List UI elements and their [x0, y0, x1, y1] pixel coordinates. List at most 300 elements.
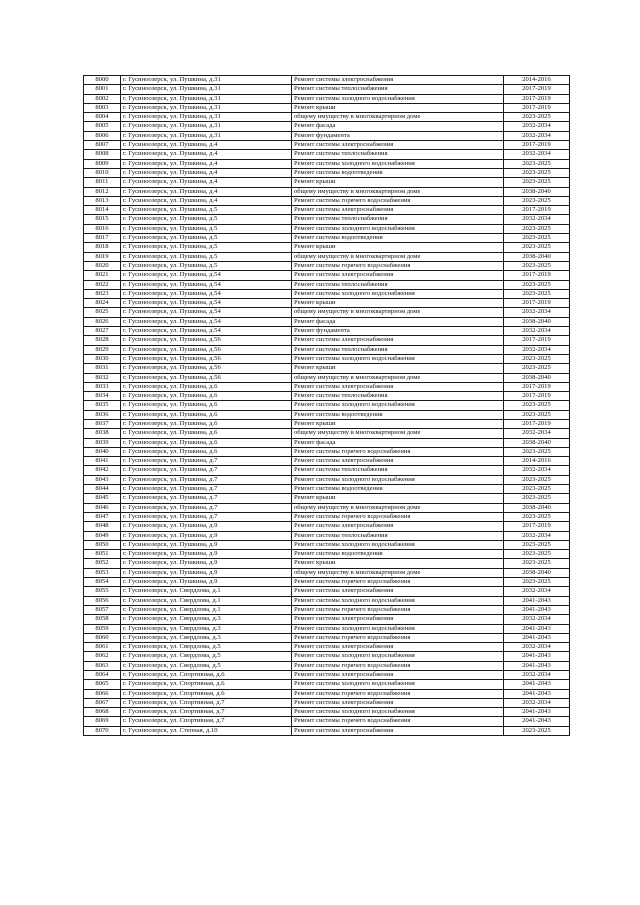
table-row: [84, 234, 570, 243]
address-cell: г. Гусиноозерск, ул. Пушкина, д.54: [121, 280, 292, 289]
address-cell: г. Гусиноозерск, ул. Пушкина, д.5: [121, 234, 292, 243]
address-cell: г. Гусиноозерск, ул. Спортивная, д.6: [121, 689, 292, 698]
address-cell: г. Гусиноозерск, ул. Пушкина, д.9: [121, 568, 292, 577]
work-type-cell: Ремонт системы холодного водоснабжения: [292, 354, 504, 363]
address-cell: г. Гусиноозерск, ул. Пушкина, д.5: [121, 206, 292, 215]
address-cell: г. Гусиноозерск, ул. Пушкина, д.56: [121, 345, 292, 354]
row-number-cell: 8032: [84, 373, 121, 382]
period-cell: 2038-2040: [504, 317, 570, 326]
period-cell: 2038-2040: [504, 503, 570, 512]
period-cell: 2041-2043: [504, 624, 570, 633]
address-cell: г. Гусиноозерск, ул. Свердлова, д.1: [121, 596, 292, 605]
row-number-cell: 8042: [84, 466, 121, 475]
address-cell: г. Гусиноозерск, ул. Пушкина, д.9: [121, 578, 292, 587]
work-type-cell: Ремонт системы электроснабжения: [292, 726, 504, 735]
address-cell: г. Гусиноозерск, ул. Пушкина, д.31: [121, 103, 292, 112]
address-cell: г. Гусиноозерск, ул. Пушкина, д.9: [121, 522, 292, 531]
row-number-cell: 8068: [84, 708, 121, 717]
work-type-cell: Ремонт фасада: [292, 122, 504, 131]
work-type-cell: Ремонт системы водоотведения: [292, 168, 504, 177]
row-number-cell: 8047: [84, 512, 121, 521]
work-type-cell: Ремонт системы водоотведения: [292, 410, 504, 419]
row-number-cell: 8036: [84, 410, 121, 419]
work-type-cell: Ремонт системы холодного водоснабжения: [292, 475, 504, 484]
period-cell: 2041-2043: [504, 652, 570, 661]
work-type-cell: Ремонт системы горячего водоснабжения: [292, 633, 504, 642]
work-type-cell: Ремонт системы электроснабжения: [292, 141, 504, 150]
work-type-cell: Ремонт системы горячего водоснабжения: [292, 661, 504, 670]
work-type-cell: Ремонт крыши: [292, 364, 504, 373]
address-cell: г. Гусиноозерск, ул. Свердлова, д.3: [121, 624, 292, 633]
table-row: [84, 224, 570, 233]
period-cell: 2023-2025: [504, 196, 570, 205]
address-cell: г. Гусиноозерск, ул. Пушкина, д.31: [121, 85, 292, 94]
address-cell: г. Гусиноозерск, ул. Пушкина, д.4: [121, 196, 292, 205]
address-cell: г. Гусиноозерск, ул. Свердлова, д.5: [121, 643, 292, 652]
table-row: [84, 550, 570, 559]
address-cell: г. Гусиноозерск, ул. Пушкина, д.6: [121, 447, 292, 456]
period-cell: 2041-2043: [504, 680, 570, 689]
work-type-cell: Ремонт фундамента: [292, 327, 504, 336]
table-row: [84, 429, 570, 438]
address-cell: г. Гусиноозерск, ул. Пушкина, д.31: [121, 113, 292, 122]
work-type-cell: общему имуществу в многоквартирном доме: [292, 252, 504, 261]
work-type-cell: Ремонт системы горячего водоснабжения: [292, 717, 504, 726]
address-cell: г. Гусиноозерск, ул. Пушкина, д.5: [121, 252, 292, 261]
row-number-cell: 8052: [84, 559, 121, 568]
row-number-cell: 8029: [84, 345, 121, 354]
row-number-cell: 8054: [84, 578, 121, 587]
period-cell: 2023-2025: [504, 447, 570, 456]
address-cell: г. Гусиноозерск, ул. Свердлова, д.5: [121, 661, 292, 670]
row-number-cell: 8015: [84, 215, 121, 224]
row-number-cell: 8031: [84, 364, 121, 373]
work-type-cell: Ремонт системы электроснабжения: [292, 522, 504, 531]
row-number-cell: 8008: [84, 150, 121, 159]
address-cell: г. Гусиноозерск, ул. Пушкина, д.6: [121, 382, 292, 391]
address-cell: г. Гусиноозерск, ул. Пушкина, д.6: [121, 438, 292, 447]
period-cell: 2017-2019: [504, 271, 570, 280]
row-number-cell: 8034: [84, 392, 121, 401]
table-row: [84, 364, 570, 373]
work-type-cell: Ремонт системы холодного водоснабжения: [292, 624, 504, 633]
work-type-cell: Ремонт системы горячего водоснабжения: [292, 512, 504, 521]
table-row: [84, 299, 570, 308]
address-cell: г. Гусиноозерск, ул. Свердлова, д.1: [121, 605, 292, 614]
row-number-cell: 8028: [84, 336, 121, 345]
table-row: [84, 150, 570, 159]
address-cell: г. Гусиноозерск, ул. Пушкина, д.4: [121, 187, 292, 196]
row-number-cell: 8062: [84, 652, 121, 661]
period-cell: 2038-2040: [504, 438, 570, 447]
row-number-cell: 8044: [84, 485, 121, 494]
table-row: [84, 494, 570, 503]
address-cell: г. Гусиноозерск, ул. Пушкина, д.31: [121, 131, 292, 140]
address-cell: г. Гусиноозерск, ул. Свердлова, д.3: [121, 633, 292, 642]
work-type-cell: Ремонт системы теплоснабжения: [292, 531, 504, 540]
period-cell: 2017-2019: [504, 103, 570, 112]
work-type-cell: Ремонт системы холодного водоснабжения: [292, 159, 504, 168]
row-number-cell: 8014: [84, 206, 121, 215]
work-type-cell: Ремонт системы теплоснабжения: [292, 85, 504, 94]
table-row: [84, 466, 570, 475]
row-number-cell: 8016: [84, 224, 121, 233]
address-cell: г. Гусиноозерск, ул. Пушкина, д.56: [121, 336, 292, 345]
row-number-cell: 8043: [84, 475, 121, 484]
row-number-cell: 8040: [84, 447, 121, 456]
table-row: [84, 345, 570, 354]
table-row: [84, 308, 570, 317]
table-row: [84, 317, 570, 326]
table-row: [84, 540, 570, 549]
address-cell: г. Гусиноозерск, ул. Пушкина, д.6: [121, 410, 292, 419]
address-cell: г. Гусиноозерск, ул. Пушкина, д.6: [121, 401, 292, 410]
period-cell: 2017-2019: [504, 299, 570, 308]
table-row: [84, 401, 570, 410]
work-type-cell: Ремонт системы горячего водоснабжения: [292, 261, 504, 270]
period-cell: 2023-2025: [504, 494, 570, 503]
table-row: [84, 215, 570, 224]
row-number-cell: 8021: [84, 271, 121, 280]
work-type-cell: Ремонт системы теплоснабжения: [292, 466, 504, 475]
row-number-cell: 8005: [84, 122, 121, 131]
work-type-cell: Ремонт системы горячего водоснабжения: [292, 578, 504, 587]
period-cell: 2023-2025: [504, 224, 570, 233]
work-type-cell: Ремонт системы электроснабжения: [292, 336, 504, 345]
period-cell: 2032-2034: [504, 671, 570, 680]
row-number-cell: 8065: [84, 680, 121, 689]
period-cell: 2041-2043: [504, 689, 570, 698]
period-cell: 2023-2025: [504, 410, 570, 419]
table-row: [84, 643, 570, 652]
period-cell: 2023-2025: [504, 401, 570, 410]
table-row: [84, 652, 570, 661]
address-cell: г. Гусиноозерск, ул. Пушкина, д.6: [121, 392, 292, 401]
table-row: [84, 624, 570, 633]
table-row: [84, 141, 570, 150]
row-number-cell: 8018: [84, 243, 121, 252]
period-cell: 2032-2034: [504, 131, 570, 140]
table-row: [84, 131, 570, 140]
address-cell: г. Гусиноозерск, ул. Пушкина, д.9: [121, 531, 292, 540]
period-cell: 2017-2019: [504, 419, 570, 428]
table-row: [84, 252, 570, 261]
table-row: [84, 168, 570, 177]
work-type-cell: Ремонт системы теплоснабжения: [292, 392, 504, 401]
table-row: [84, 271, 570, 280]
address-cell: г. Гусиноозерск, ул. Пушкина, д.54: [121, 289, 292, 298]
row-number-cell: 8027: [84, 327, 121, 336]
row-number-cell: 8000: [84, 76, 121, 85]
row-number-cell: 8023: [84, 289, 121, 298]
table-row: [84, 392, 570, 401]
address-cell: г. Гусиноозерск, ул. Пушкина, д.9: [121, 559, 292, 568]
table-row: [84, 475, 570, 484]
work-type-cell: Ремонт крыши: [292, 243, 504, 252]
table-row: [84, 382, 570, 391]
table-row: [84, 559, 570, 568]
work-type-cell: Ремонт системы водоотведения: [292, 550, 504, 559]
work-type-cell: Ремонт системы электроснабжения: [292, 76, 504, 85]
table-row: [84, 76, 570, 85]
row-number-cell: 8049: [84, 531, 121, 540]
work-type-cell: Ремонт фасада: [292, 317, 504, 326]
period-cell: 2023-2025: [504, 113, 570, 122]
address-cell: г. Гусиноозерск, ул. Пушкина, д.5: [121, 224, 292, 233]
address-cell: г. Гусиноозерск, ул. Пушкина, д.4: [121, 159, 292, 168]
work-type-cell: Ремонт системы холодного водоснабжения: [292, 596, 504, 605]
address-cell: г. Гусиноозерск, ул. Пушкина, д.6: [121, 429, 292, 438]
period-cell: 2017-2019: [504, 382, 570, 391]
table-row: [84, 596, 570, 605]
row-number-cell: 8048: [84, 522, 121, 531]
address-cell: г. Гусиноозерск, ул. Пушкина, д.4: [121, 141, 292, 150]
address-cell: г. Гусиноозерск, ул. Пушкина, д.5: [121, 243, 292, 252]
row-number-cell: 8035: [84, 401, 121, 410]
table-body: [84, 76, 570, 736]
table-row: [84, 512, 570, 521]
period-cell: 2023-2025: [504, 485, 570, 494]
table-row: [84, 615, 570, 624]
address-cell: г. Гусиноозерск, ул. Пушкина, д.9: [121, 550, 292, 559]
period-cell: 2041-2043: [504, 661, 570, 670]
work-type-cell: Ремонт фасада: [292, 438, 504, 447]
period-cell: 2038-2040: [504, 252, 570, 261]
period-cell: 2017-2019: [504, 85, 570, 94]
table-row: [84, 438, 570, 447]
period-cell: 2023-2025: [504, 354, 570, 363]
work-type-cell: общему имуществу в многоквартирном доме: [292, 568, 504, 577]
table-row: [84, 568, 570, 577]
address-cell: г. Гусиноозерск, ул. Степная, д.10: [121, 726, 292, 735]
period-cell: 2017-2019: [504, 522, 570, 531]
address-cell: г. Гусиноозерск, ул. Пушкина, д.5: [121, 261, 292, 270]
address-cell: г. Гусиноозерск, ул. Пушкина, д.56: [121, 354, 292, 363]
row-number-cell: 8024: [84, 299, 121, 308]
address-cell: г. Гусиноозерск, ул. Спортивная, д.7: [121, 717, 292, 726]
address-cell: г. Гусиноозерск, ул. Пушкина, д.7: [121, 503, 292, 512]
address-cell: г. Гусиноозерск, ул. Пушкина, д.31: [121, 94, 292, 103]
row-number-cell: 8002: [84, 94, 121, 103]
table-row: [84, 587, 570, 596]
row-number-cell: 8006: [84, 131, 121, 140]
table-row: [84, 522, 570, 531]
row-number-cell: 8059: [84, 624, 121, 633]
work-type-cell: Ремонт системы теплоснабжения: [292, 215, 504, 224]
address-cell: г. Гусиноозерск, ул. Пушкина, д.7: [121, 475, 292, 484]
period-cell: 2038-2040: [504, 373, 570, 382]
table-row: [84, 485, 570, 494]
period-cell: 2023-2025: [504, 475, 570, 484]
address-cell: г. Гусиноозерск, ул. Пушкина, д.54: [121, 271, 292, 280]
work-type-cell: Ремонт системы электроснабжения: [292, 457, 504, 466]
table-row: [84, 178, 570, 187]
work-type-cell: Ремонт крыши: [292, 559, 504, 568]
address-cell: г. Гусиноозерск, ул. Пушкина, д.54: [121, 308, 292, 317]
address-cell: г. Гусиноозерск, ул. Пушкина, д.7: [121, 457, 292, 466]
row-number-cell: 8003: [84, 103, 121, 112]
address-cell: г. Гусиноозерск, ул. Пушкина, д.7: [121, 485, 292, 494]
address-cell: г. Гусиноозерск, ул. Пушкина, д.56: [121, 364, 292, 373]
row-number-cell: 8060: [84, 633, 121, 642]
row-number-cell: 8041: [84, 457, 121, 466]
work-type-cell: Ремонт системы холодного водоснабжения: [292, 680, 504, 689]
table-row: [84, 196, 570, 205]
period-cell: 2023-2025: [504, 243, 570, 252]
row-number-cell: 8038: [84, 429, 121, 438]
work-type-cell: Ремонт системы электроснабжения: [292, 671, 504, 680]
work-type-cell: Ремонт системы горячего водоснабжения: [292, 447, 504, 456]
address-cell: г. Гусиноозерск, ул. Пушкина, д.54: [121, 317, 292, 326]
period-cell: 2041-2043: [504, 605, 570, 614]
work-type-cell: Ремонт системы холодного водоснабжения: [292, 224, 504, 233]
table-row: [84, 336, 570, 345]
table-row: [84, 605, 570, 614]
table-row: [84, 187, 570, 196]
period-cell: 2017-2019: [504, 392, 570, 401]
work-type-cell: Ремонт системы холодного водоснабжения: [292, 401, 504, 410]
row-number-cell: 8061: [84, 643, 121, 652]
period-cell: 2014-2016: [504, 76, 570, 85]
address-cell: г. Гусиноозерск, ул. Пушкина, д.7: [121, 466, 292, 475]
work-type-cell: Ремонт крыши: [292, 178, 504, 187]
period-cell: 2023-2025: [504, 578, 570, 587]
period-cell: 2041-2043: [504, 708, 570, 717]
row-number-cell: 8046: [84, 503, 121, 512]
row-number-cell: 8055: [84, 587, 121, 596]
address-cell: г. Гусиноозерск, ул. Пушкина, д.54: [121, 299, 292, 308]
address-cell: г. Гусиноозерск, ул. Свердлова, д.1: [121, 587, 292, 596]
work-type-cell: Ремонт системы электроснабжения: [292, 271, 504, 280]
table-row: [84, 373, 570, 382]
table-row: [84, 122, 570, 131]
work-type-cell: Ремонт системы водоотведения: [292, 234, 504, 243]
table-row: [84, 159, 570, 168]
work-type-cell: Ремонт системы холодного водоснабжения: [292, 652, 504, 661]
period-cell: 2017-2019: [504, 141, 570, 150]
address-cell: г. Гусиноозерск, ул. Спортивная, д.7: [121, 708, 292, 717]
row-number-cell: 8030: [84, 354, 121, 363]
table-row: [84, 113, 570, 122]
row-number-cell: 8045: [84, 494, 121, 503]
work-type-cell: Ремонт крыши: [292, 103, 504, 112]
work-type-cell: Ремонт системы теплоснабжения: [292, 280, 504, 289]
period-cell: 2032-2034: [504, 429, 570, 438]
table-row: [84, 410, 570, 419]
period-cell: 2023-2025: [504, 726, 570, 735]
work-type-cell: Ремонт крыши: [292, 419, 504, 428]
period-cell: 2032-2034: [504, 327, 570, 336]
table-row: [84, 698, 570, 707]
row-number-cell: 8025: [84, 308, 121, 317]
table-row: [84, 503, 570, 512]
period-cell: 2032-2034: [504, 615, 570, 624]
address-cell: г. Гусиноозерск, ул. Свердлова, д.5: [121, 652, 292, 661]
row-number-cell: 8070: [84, 726, 121, 735]
work-type-cell: Ремонт системы холодного водоснабжения: [292, 289, 504, 298]
row-number-cell: 8001: [84, 85, 121, 94]
row-number-cell: 8012: [84, 187, 121, 196]
table-row: [84, 94, 570, 103]
table-row: [84, 327, 570, 336]
period-cell: 2032-2034: [504, 587, 570, 596]
address-cell: г. Гусиноозерск, ул. Пушкина, д.9: [121, 540, 292, 549]
table-row: [84, 206, 570, 215]
row-number-cell: 8063: [84, 661, 121, 670]
period-cell: 2032-2034: [504, 215, 570, 224]
table-row: [84, 671, 570, 680]
period-cell: 2023-2025: [504, 280, 570, 289]
period-cell: 2023-2025: [504, 178, 570, 187]
table-row: [84, 680, 570, 689]
address-cell: г. Гусиноозерск, ул. Пушкина, д.4: [121, 168, 292, 177]
row-number-cell: 8026: [84, 317, 121, 326]
period-cell: 2041-2043: [504, 717, 570, 726]
work-type-cell: Ремонт системы электроснабжения: [292, 206, 504, 215]
address-cell: г. Гусиноозерск, ул. Спортивная, д.6: [121, 680, 292, 689]
table-row: [84, 717, 570, 726]
period-cell: 2032-2034: [504, 150, 570, 159]
period-cell: 2023-2025: [504, 512, 570, 521]
table-row: [84, 708, 570, 717]
table-row: [84, 531, 570, 540]
table-row: [84, 661, 570, 670]
row-number-cell: 8053: [84, 568, 121, 577]
row-number-cell: 8009: [84, 159, 121, 168]
period-cell: 2023-2025: [504, 168, 570, 177]
period-cell: 2023-2025: [504, 234, 570, 243]
row-number-cell: 8058: [84, 615, 121, 624]
row-number-cell: 8007: [84, 141, 121, 150]
work-type-cell: общему имуществу в многоквартирном доме: [292, 308, 504, 317]
row-number-cell: 8020: [84, 261, 121, 270]
table-row: [84, 103, 570, 112]
address-cell: г. Гусиноозерск, ул. Пушкина, д.54: [121, 327, 292, 336]
row-number-cell: 8022: [84, 280, 121, 289]
table-row: [84, 289, 570, 298]
table-row: [84, 689, 570, 698]
row-number-cell: 8069: [84, 717, 121, 726]
period-cell: 2017-2019: [504, 206, 570, 215]
row-number-cell: 8066: [84, 689, 121, 698]
work-type-cell: Ремонт системы теплоснабжения: [292, 150, 504, 159]
table-row: [84, 578, 570, 587]
work-type-cell: Ремонт крыши: [292, 494, 504, 503]
period-cell: 2023-2025: [504, 550, 570, 559]
work-type-cell: Ремонт системы электроснабжения: [292, 587, 504, 596]
period-cell: 2041-2043: [504, 596, 570, 605]
period-cell: 2017-2019: [504, 336, 570, 345]
address-cell: г. Гусиноозерск, ул. Пушкина, д.5: [121, 215, 292, 224]
work-type-cell: Ремонт системы холодного водоснабжения: [292, 540, 504, 549]
work-type-cell: общему имуществу в многоквартирном доме: [292, 113, 504, 122]
period-cell: 2038-2040: [504, 568, 570, 577]
period-cell: 2032-2034: [504, 345, 570, 354]
repair-schedule-table: [83, 75, 570, 736]
work-type-cell: общему имуществу в многоквартирном доме: [292, 503, 504, 512]
row-number-cell: 8051: [84, 550, 121, 559]
period-cell: 2032-2034: [504, 698, 570, 707]
address-cell: г. Гусиноозерск, ул. Пушкина, д.4: [121, 150, 292, 159]
table-row: [84, 419, 570, 428]
period-cell: 2023-2025: [504, 261, 570, 270]
table-row: [84, 354, 570, 363]
address-cell: г. Гусиноозерск, ул. Свердлова, д.3: [121, 615, 292, 624]
table-row: [84, 726, 570, 735]
table-row: [84, 243, 570, 252]
work-type-cell: Ремонт системы холодного водоснабжения: [292, 94, 504, 103]
row-number-cell: 8033: [84, 382, 121, 391]
